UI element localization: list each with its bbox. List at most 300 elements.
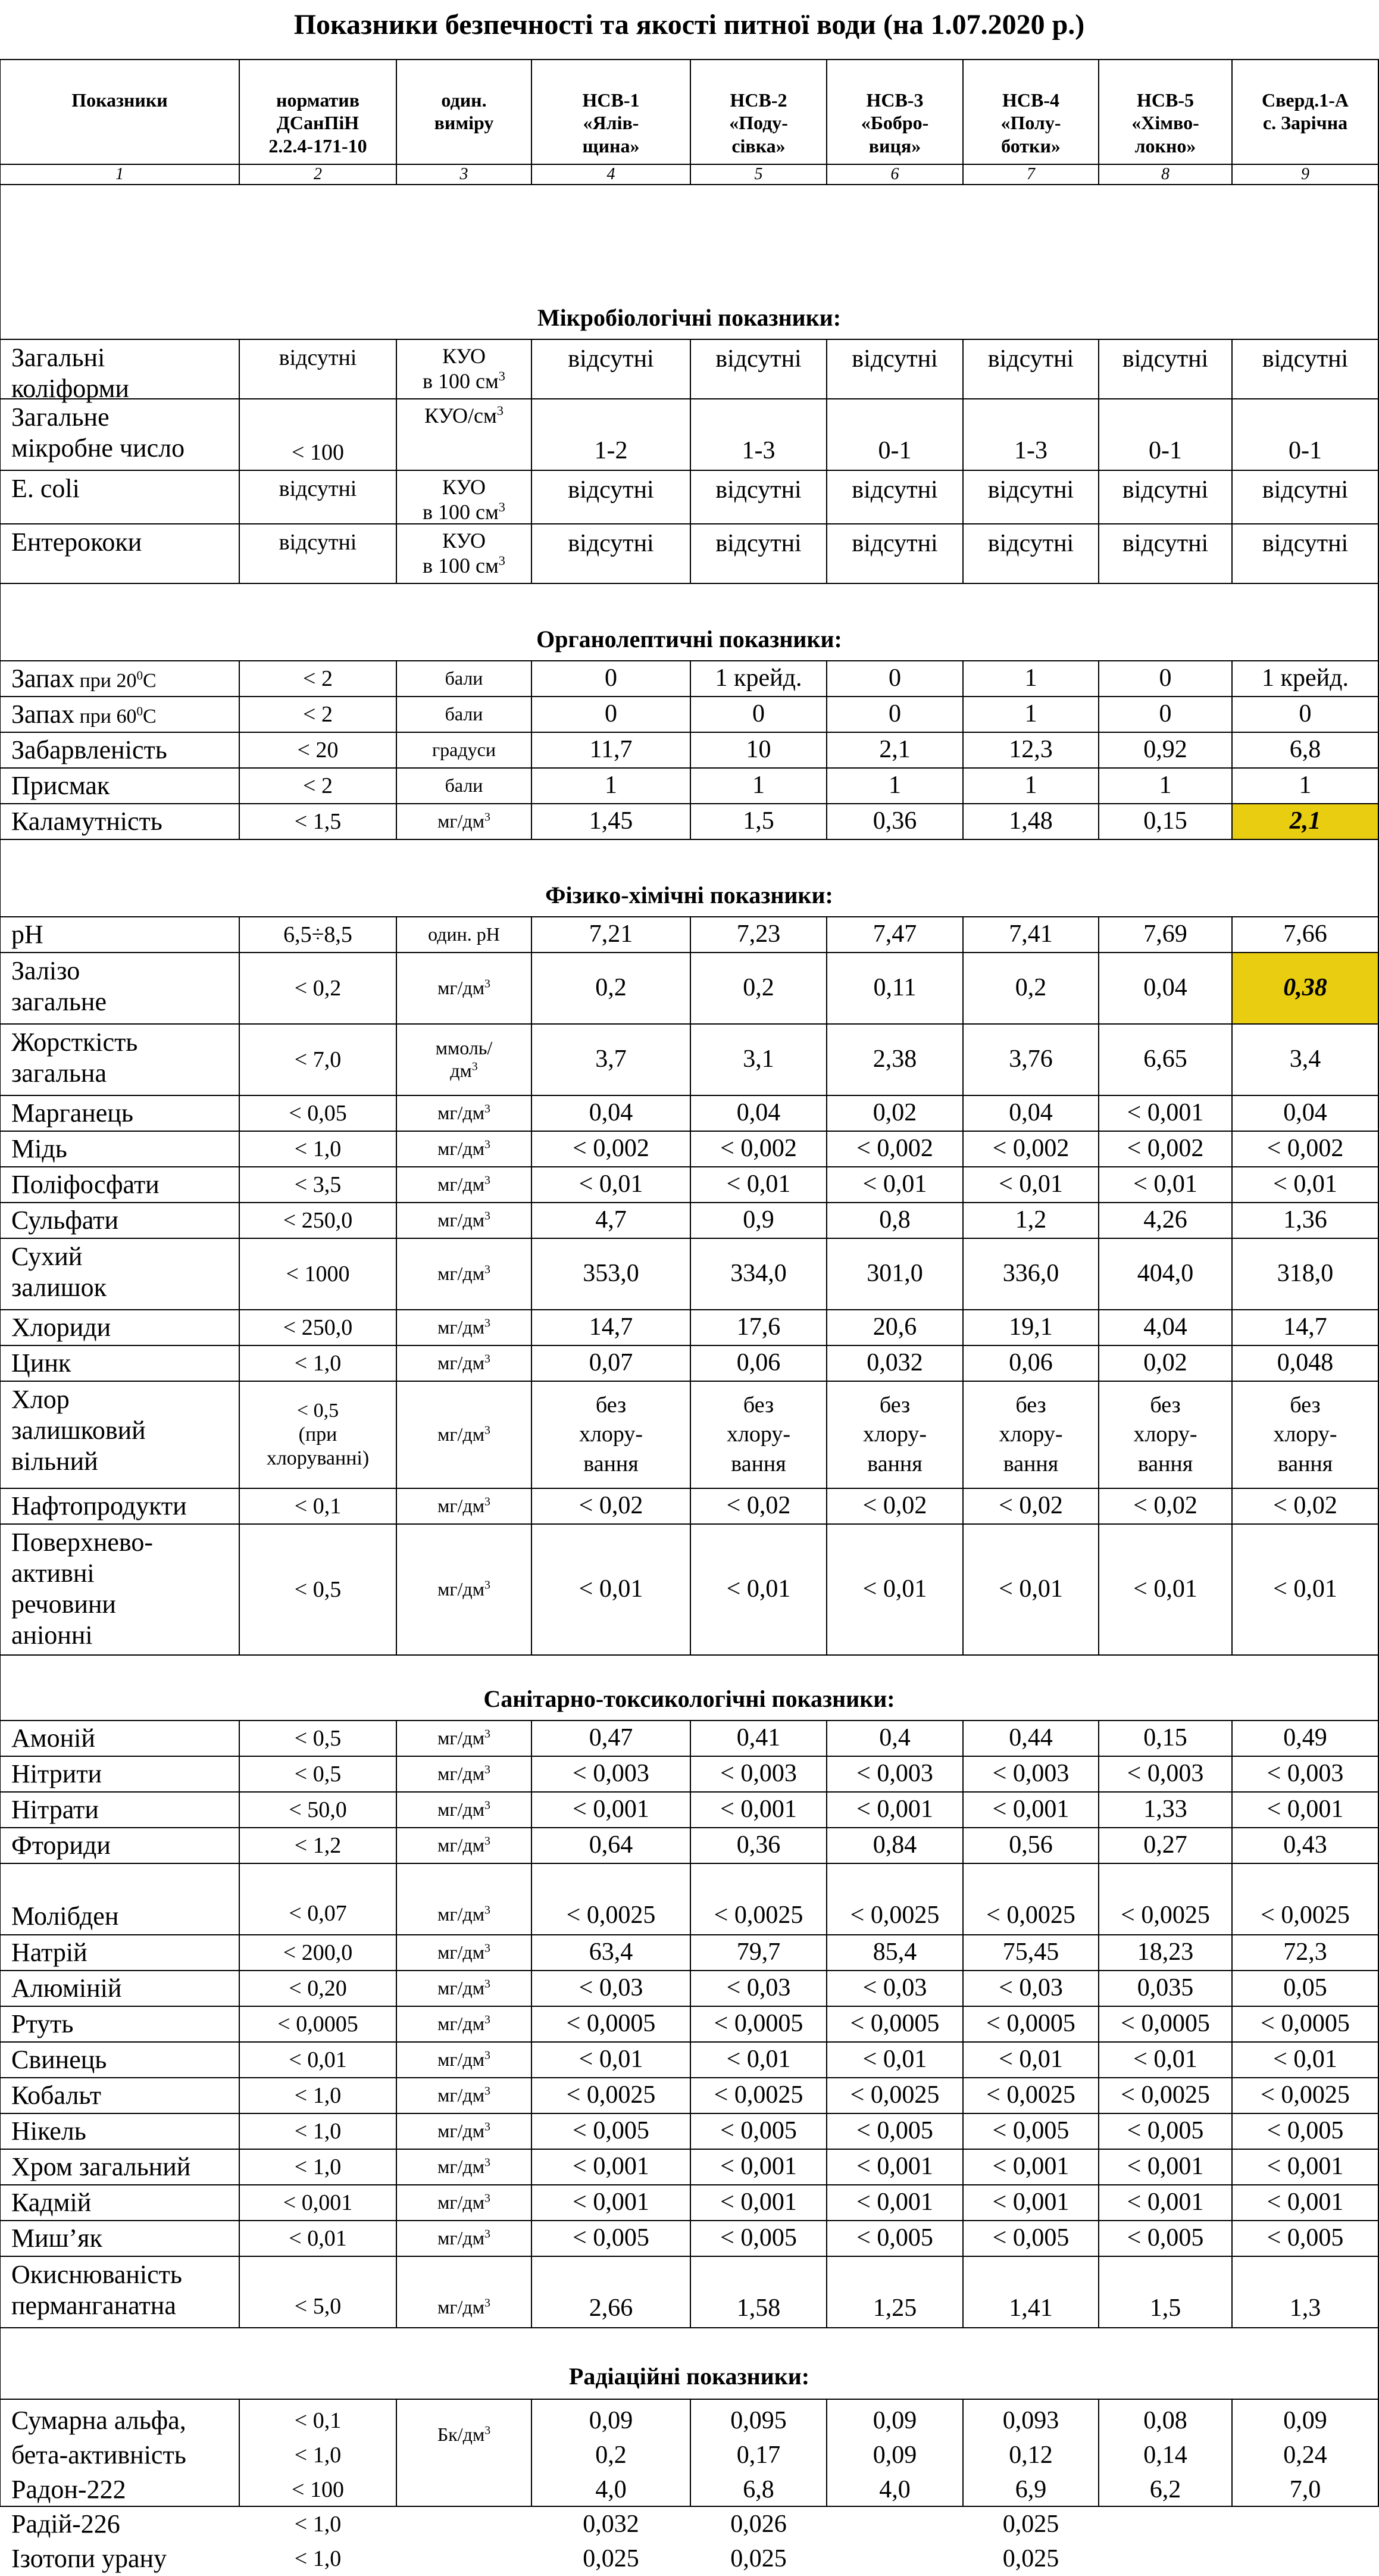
norm-text: < 3,5	[294, 1172, 342, 1197]
norm-value	[239, 1488, 397, 1525]
measurement-text: < 0,02	[1133, 1492, 1197, 1520]
unit-text: $мг/дм^3$	[437, 1102, 490, 1124]
measurement-cell	[826, 2113, 964, 2150]
measurement-cell	[531, 1863, 691, 1935]
measurement-text: < 0,0025	[986, 1901, 1075, 1929]
indicator-name-text: аніонні	[11, 1620, 93, 1650]
measurement-cell	[690, 1309, 827, 1346]
measurement-text: відсутні	[1262, 530, 1349, 557]
measurement-cell	[826, 1791, 964, 1828]
indicator-name-text: Свинець	[11, 2045, 107, 2075]
measurement-cell	[531, 2041, 691, 2078]
column-number	[1098, 164, 1233, 185]
measurement-text: 0,47	[589, 1724, 633, 1752]
norm-value	[239, 660, 397, 697]
unit-value	[396, 1238, 532, 1310]
measurement-cell	[531, 2184, 691, 2221]
measurement-cell	[1231, 1166, 1379, 1203]
measurement-text: 0,56	[1009, 1831, 1053, 1859]
measurement-cell	[1231, 1720, 1379, 1757]
indicator-name-text: Марганець	[11, 1098, 133, 1128]
measurement-text: 0	[1299, 700, 1312, 728]
measurement-text: < 0,01	[1273, 1575, 1337, 1603]
measurement-cell	[826, 339, 964, 399]
measurement-cell	[962, 2149, 1099, 2185]
measurement-cell	[1231, 398, 1379, 471]
section-heading	[0, 1654, 1379, 1721]
measurement-cell	[1098, 2149, 1233, 2185]
measurement-text: < 0,001	[992, 2153, 1070, 2181]
unit-text: $мг/дм^3$	[437, 2296, 490, 2318]
measurement-cell	[690, 1023, 827, 1096]
norm-text: відсутні	[279, 476, 357, 501]
measurement-cell	[962, 1791, 1099, 1828]
measurement-cell	[690, 2077, 827, 2114]
measurement-text: 0,2	[1015, 974, 1047, 1002]
measurement-text: < 0,005	[856, 2224, 933, 2252]
unit-value	[396, 767, 532, 804]
measurement-text: відсутні	[715, 530, 802, 557]
indicator-name-suffix: при $60^0С$	[74, 704, 157, 728]
unit-text: $мг/дм^3$	[437, 1763, 490, 1785]
measurement-text: 3,4	[1289, 1045, 1321, 1073]
measurement-text: 1 крейд.	[1262, 664, 1349, 692]
measurement-cell	[531, 1345, 691, 1382]
indicator-name	[0, 1756, 240, 1793]
indicator-name	[0, 952, 240, 1025]
measurement-text: 0,04	[1143, 974, 1187, 1002]
measurement-cell	[690, 1756, 827, 1793]
measurement-text: 0,08	[1143, 2407, 1187, 2434]
measurement-text: відсутні	[1262, 345, 1349, 373]
measurement-cell	[1098, 1863, 1233, 1935]
measurement-text: 334,0	[730, 1260, 787, 1288]
measurement-text: відсутні	[1122, 345, 1209, 373]
column-header	[1098, 59, 1233, 165]
measurement-text: 0	[1159, 700, 1172, 728]
measurement-text: 0,2	[743, 974, 774, 1002]
indicator-name	[0, 1720, 240, 1757]
measurement-cell	[531, 2113, 691, 2150]
norm-text: відсутні	[279, 530, 357, 555]
unit-value	[396, 2184, 532, 2221]
measurement-cell	[826, 696, 964, 733]
measurement-cell	[962, 470, 1099, 524]
measurement-text: 0	[605, 664, 617, 692]
indicator-name-text: Ентерококи	[11, 527, 142, 557]
measurement-text: 17,6	[736, 1313, 781, 1341]
measurement-cell	[531, 1523, 691, 1656]
norm-text: < 0,1	[294, 1493, 342, 1519]
measurement-cell	[1231, 523, 1379, 584]
indicator-name	[0, 398, 240, 471]
measurement-text: < 0,01	[862, 1170, 927, 1198]
measurement-text: 301,0	[867, 1260, 923, 1288]
column-number	[531, 164, 691, 185]
unit-value	[396, 916, 532, 953]
measurement-text: < 0,03	[579, 1974, 643, 2002]
measurement-text: 404,0	[1137, 1260, 1194, 1288]
indicator-name	[0, 339, 240, 403]
norm-text: < 0,5	[294, 1725, 342, 1751]
measurement-cell	[531, 1970, 691, 2007]
measurement-text: < 0,005	[992, 2117, 1070, 2145]
measurement-cell	[690, 1381, 827, 1489]
measurement-cell	[1231, 2149, 1379, 2185]
unit-value	[396, 1488, 532, 1525]
measurement-text: < 0,0025	[1261, 1901, 1350, 1929]
measurement-cell	[1231, 2399, 1379, 2507]
measurement-cell	[962, 952, 1099, 1025]
measurement-cell	[1098, 1523, 1233, 1656]
indicator-name	[0, 1238, 240, 1310]
measurement-cell	[531, 2006, 691, 2043]
column-header-text: Сверд.1-А	[1262, 89, 1349, 111]
measurement-cell	[1231, 1131, 1379, 1167]
measurement-cell	[826, 1863, 964, 1935]
measurement-cell	[1231, 1523, 1379, 1656]
measurement-text: 0,032	[583, 2511, 639, 2538]
indicator-name	[0, 2184, 240, 2221]
measurement-cell	[1231, 1309, 1379, 1346]
measurement-cell	[1231, 696, 1379, 733]
measurement-text: 7,0	[1289, 2476, 1321, 2503]
column-number-text: 7	[1027, 165, 1035, 184]
norm-text: < 20	[297, 737, 339, 763]
indicator-name	[0, 732, 240, 769]
measurement-text: 14,7	[589, 1313, 633, 1341]
measurement-cell	[1098, 2399, 1233, 2507]
indicator-name-text: Молібден	[11, 1901, 119, 1931]
unit-text: $мг/дм^3$	[437, 1834, 490, 1856]
measurement-text: 0,43	[1283, 1831, 1327, 1859]
column-number	[962, 164, 1099, 185]
measurement-text: 1,45	[589, 807, 633, 835]
measurement-cell	[826, 660, 964, 697]
measurement-cell	[1231, 732, 1379, 769]
measurement-cell	[826, 1488, 964, 1525]
norm-text: < 1,0	[294, 2118, 342, 2144]
measurement-cell	[1098, 398, 1233, 471]
measurement-cell	[826, 1023, 964, 1096]
measurement-cell	[962, 2113, 1099, 2150]
norm-value	[239, 1166, 397, 1203]
indicator-name-main: Забарвленість	[11, 735, 167, 765]
measurement-text: 0,38	[1283, 974, 1327, 1002]
measurement-text: 1,33	[1143, 1796, 1187, 1824]
measurement-text: 0,11	[873, 974, 917, 1002]
measurement-cell	[826, 1202, 964, 1239]
measurement-text: 20,6	[873, 1313, 917, 1341]
measurement-cell	[1231, 2006, 1379, 2043]
measurement-cell	[1098, 2256, 1233, 2328]
measurement-text: 1	[889, 772, 901, 800]
measurement-cell	[1098, 1238, 1233, 1310]
measurement-cell	[1098, 2077, 1233, 2114]
measurement-cell	[962, 1756, 1099, 1793]
measurement-text: 0,048	[1277, 1349, 1334, 1377]
measurement-text: < 0,001	[720, 2188, 797, 2216]
column-number	[690, 164, 827, 185]
measurement-text: < 0,003	[1127, 1760, 1204, 1788]
measurement-text: < 0,005	[1127, 2117, 1204, 2145]
measurement-text: відсутні	[715, 345, 802, 373]
measurement-cell	[1098, 696, 1233, 733]
norm-value	[239, 1309, 397, 1346]
measurement-text: < 0,002	[573, 1135, 649, 1163]
measurement-cell	[826, 398, 964, 471]
water-quality-table	[0, 60, 1378, 2573]
unit-value	[396, 1166, 532, 1203]
measurement-cell	[826, 2041, 964, 2078]
norm-value	[239, 470, 397, 524]
measurement-text: 0,06	[1009, 1349, 1053, 1377]
indicator-name	[0, 2256, 240, 2328]
indicator-name-text: Залізо	[11, 956, 80, 985]
measurement-cell	[826, 2006, 964, 2043]
column-header-text: норматив	[276, 89, 359, 111]
measurement-text: 18,23	[1137, 1938, 1194, 1966]
norm-value	[239, 1238, 397, 1310]
indicator-name-text	[11, 806, 162, 837]
measurement-text: < 0,005	[992, 2224, 1070, 2252]
measurement-cell	[531, 1202, 691, 1239]
measurement-cell	[1231, 1934, 1379, 1971]
measurement-cell	[962, 732, 1099, 769]
measurement-cell	[531, 470, 691, 524]
indicator-name-main: Присмак	[11, 771, 110, 801]
measurement-cell	[690, 2006, 827, 2043]
measurement-cell	[690, 1934, 827, 1971]
measurement-cell	[1098, 1309, 1233, 1346]
measurement-cell	[962, 696, 1099, 733]
measurement-text: < 0,02	[579, 1492, 643, 1520]
unit-text: $мг/дм^3$	[437, 1173, 490, 1195]
measurement-cell	[531, 1827, 691, 1864]
measurement-cell	[962, 2256, 1099, 2328]
column-header-text: «Хімво-	[1131, 112, 1199, 134]
norm-value	[239, 696, 397, 733]
column-header-text: «Полу-	[1000, 112, 1061, 134]
measurement-cell	[962, 1970, 1099, 2007]
measurement-cell	[1098, 1791, 1233, 1828]
measurement-cell	[962, 1934, 1099, 1971]
indicator-name	[0, 1827, 240, 1864]
measurement-text: 318,0	[1277, 1260, 1334, 1288]
indicator-name	[0, 1488, 240, 1525]
measurement-cell	[690, 1166, 827, 1203]
measurement-cell	[531, 767, 691, 804]
measurement-text: < 0,0025	[566, 1901, 656, 1929]
measurement-cell	[1231, 1345, 1379, 1382]
measurement-cell	[826, 1095, 964, 1132]
norm-value	[239, 1863, 397, 1935]
measurement-text: < 0,0025	[850, 1901, 940, 1929]
indicator-name	[0, 1345, 240, 1382]
measurement-text: 1,2	[1015, 1206, 1047, 1234]
unit-value	[396, 2149, 532, 2185]
measurement-cell	[962, 2041, 1099, 2078]
measurement-cell	[690, 1720, 827, 1757]
indicator-name-text: Хром загальний	[11, 2152, 191, 2182]
measurement-text: < 0,001	[992, 2188, 1070, 2216]
measurement-cell	[690, 1863, 827, 1935]
norm-value	[239, 1345, 397, 1382]
measurement-cell	[690, 1827, 827, 1864]
indicator-name-text: мікробне число	[11, 433, 185, 463]
column-header	[396, 59, 532, 165]
section-heading	[0, 2327, 1379, 2400]
column-header	[239, 59, 397, 165]
measurement-text: 7,23	[736, 920, 781, 948]
measurement-text: 4,26	[1143, 1206, 1187, 1234]
measurement-text: 0,09	[873, 2407, 917, 2434]
measurement-text: 1,48	[1009, 807, 1053, 835]
column-header-text: локно»	[1134, 135, 1196, 157]
measurement-text: 336,0	[1002, 1260, 1059, 1288]
measurement-text: 1,58	[736, 2294, 781, 2322]
unit-text: $мг/дм^3$	[437, 2156, 490, 2178]
column-header-text: «Поду-	[729, 112, 788, 134]
measurement-text: < 0,001	[1127, 2188, 1204, 2216]
column-header-text: виця»	[868, 135, 921, 157]
measurement-text: < 0,01	[999, 1170, 1063, 1198]
measurement-cell	[531, 2399, 691, 2572]
column-header	[962, 59, 1099, 165]
exceeded-measurement-cell	[1231, 952, 1379, 1025]
measurement-cell	[1231, 2113, 1379, 2150]
unit-text: $мг/дм^3$	[437, 1578, 490, 1600]
measurement-text: 0,36	[736, 1831, 781, 1859]
column-header-text: с. Зарічна	[1262, 112, 1348, 134]
measurement-text: 0,14	[1143, 2441, 1187, 2469]
measurement-text: 0,15	[1143, 807, 1187, 835]
measurement-text: < 0,003	[856, 1760, 933, 1788]
measurement-text: < 0,001	[1127, 2153, 1204, 2181]
measurement-cell	[690, 1095, 827, 1132]
measurement-text: відсутні	[568, 345, 654, 373]
measurement-cell	[1231, 1202, 1379, 1239]
unit-value	[396, 2041, 532, 2078]
measurement-cell	[690, 767, 827, 804]
norm-text: < 50,0	[289, 1797, 347, 1822]
unit-text: $мг/дм^3$	[437, 1209, 490, 1231]
indicator-name	[0, 1202, 240, 1239]
indicator-name-text: залишковий	[11, 1415, 146, 1445]
measurement-cell	[531, 1720, 691, 1757]
measurement-text: 0,02	[873, 1099, 917, 1127]
unit-text: бали	[445, 703, 483, 725]
measurement-text: < 0,005	[573, 2117, 649, 2145]
norm-value	[239, 1131, 397, 1167]
unit-value	[396, 1756, 532, 1793]
measurement-text: < 0,01	[726, 1170, 791, 1198]
measurement-cell	[531, 1791, 691, 1828]
measurement-cell	[962, 2077, 1099, 2114]
measurement-text: 0,04	[736, 1099, 781, 1127]
measurement-text: 1 крейд.	[715, 664, 802, 692]
indicator-name-text: речовини	[11, 1589, 116, 1619]
indicator-name-text: Жорсткість	[11, 1028, 138, 1057]
measurement-text: < 0,01	[579, 1575, 643, 1603]
norm-text: < 0,001	[283, 2190, 353, 2215]
column-number-text: 4	[606, 165, 615, 184]
measurement-text: 0,41	[736, 1724, 781, 1752]
unit-text: $дм^3$	[450, 1060, 478, 1081]
measurement-text: 4,04	[1143, 1313, 1187, 1341]
measurement-text: < 0,001	[1267, 2153, 1344, 2181]
norm-value	[239, 916, 397, 953]
unit-value	[396, 732, 532, 769]
indicator-name-text: Натрій	[11, 1938, 87, 1968]
exceeded-measurement-cell	[1231, 803, 1379, 840]
norm-text: < 0,2	[294, 975, 342, 1001]
measurement-cell	[1231, 1970, 1379, 2007]
norm-text: < 200,0	[283, 1940, 353, 1965]
measurement-cell	[826, 1934, 964, 1971]
column-header-text: виміру	[434, 112, 494, 134]
measurement-cell	[826, 2399, 964, 2507]
measurement-text: 3,1	[743, 1045, 774, 1073]
measurement-cell	[531, 2077, 691, 2114]
measurement-cell	[1098, 1970, 1233, 2007]
measurement-text: відсутні	[987, 345, 1074, 373]
indicator-name	[0, 1934, 240, 1971]
measurement-text: 1	[605, 772, 617, 800]
measurement-cell	[962, 2399, 1099, 2572]
measurement-text: 0	[889, 700, 901, 728]
unit-text: бали	[445, 775, 483, 797]
measurement-cell	[826, 2077, 964, 2114]
indicator-name-text: Нафтопродукти	[11, 1491, 187, 1521]
measurement-cell	[1098, 1023, 1233, 1096]
measurement-text: 6,2	[1149, 2476, 1181, 2503]
unit-text: КУО	[442, 475, 486, 499]
indicator-name	[0, 2113, 240, 2150]
measurement-cell	[690, 732, 827, 769]
column-number	[0, 164, 240, 185]
norm-value	[239, 767, 397, 804]
column-header-text: 2.2.4-171-10	[268, 135, 367, 157]
measurement-cell	[826, 1756, 964, 1793]
measurement-cell	[1098, 952, 1233, 1025]
norm-text: < 100	[292, 2477, 344, 2502]
measurement-text: 4,7	[595, 1206, 627, 1234]
indicator-name-text: Нікель	[11, 2116, 86, 2146]
measurement-text: < 0,0005	[850, 2010, 940, 2038]
measurement-text: < 0,0025	[1121, 1901, 1210, 1929]
measurement-text: < 0,003	[992, 1760, 1070, 1788]
measurement-text: 0,24	[1283, 2441, 1327, 2469]
indicator-name-text	[11, 770, 110, 801]
measurement-cell	[690, 2184, 827, 2221]
measurement-text: 1,36	[1283, 1206, 1327, 1234]
column-number-text: 6	[890, 165, 899, 184]
measurement-cell	[962, 1827, 1099, 1864]
unit-text: $мг/дм^3$	[437, 2120, 490, 2142]
norm-text: < 2	[303, 773, 333, 798]
unit-text: $мг/дм^3$	[437, 1316, 490, 1338]
unit-text: $мг/дм^3$	[437, 1495, 490, 1517]
indicator-name	[0, 1131, 240, 1167]
measurement-cell	[690, 1791, 827, 1828]
measurement-cell	[690, 2399, 827, 2572]
norm-text: < 1,2	[294, 1832, 342, 1858]
measurement-text: < 0,03	[999, 1974, 1063, 2002]
measurement-cell	[1231, 1827, 1379, 1864]
measurement-cell	[1098, 1166, 1233, 1203]
measurement-cell	[826, 732, 964, 769]
